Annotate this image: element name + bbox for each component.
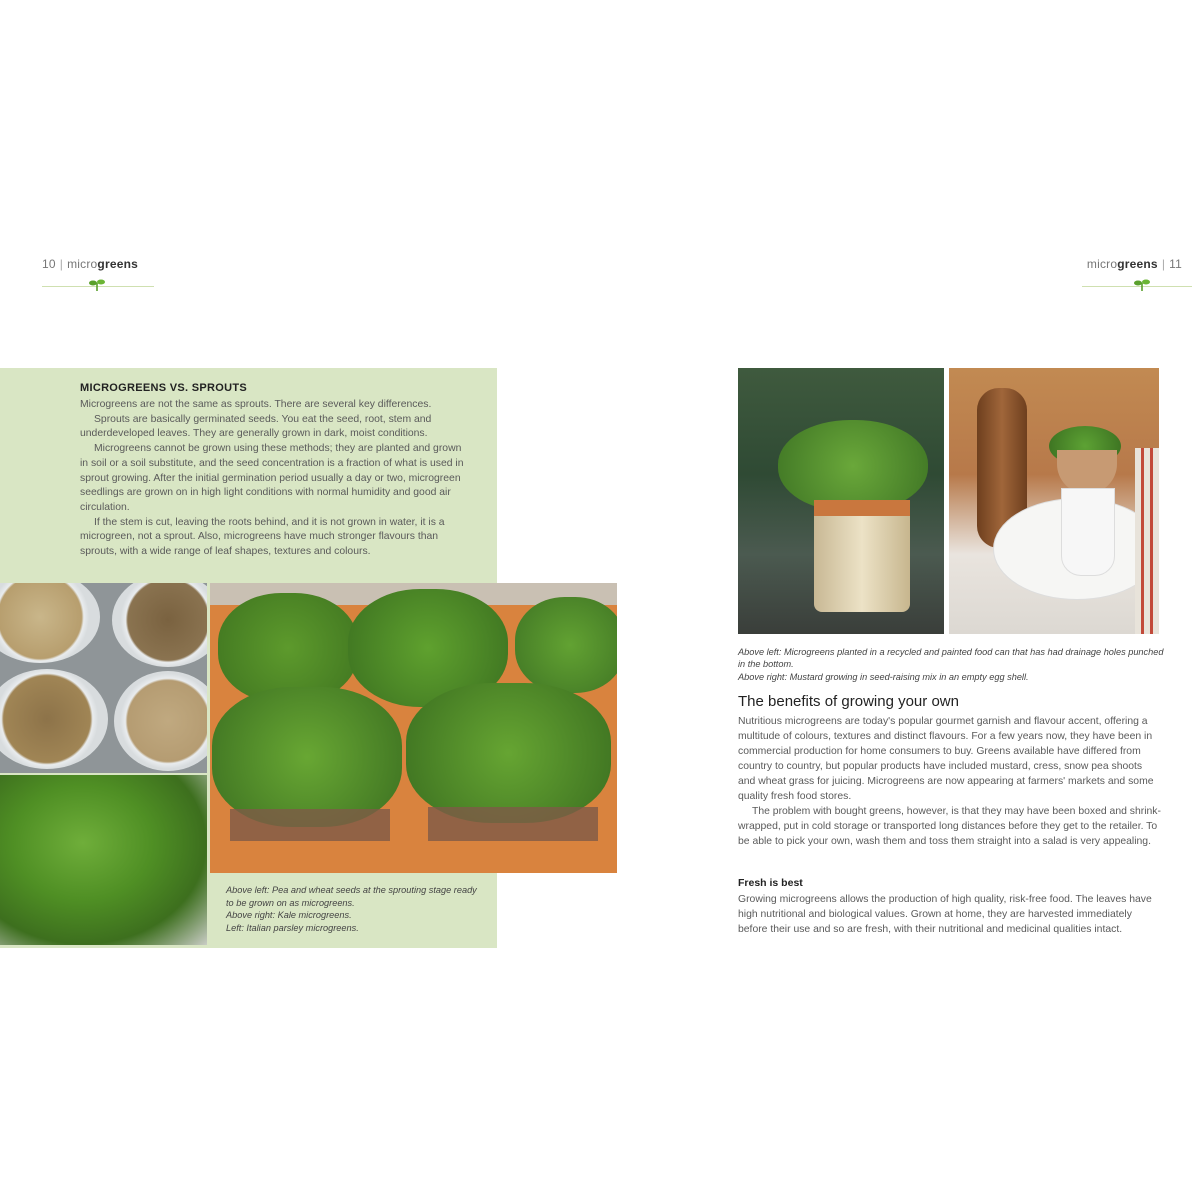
caption-line: Above left: Microgreens planted in a recycled and painted food can that has had drainage holes punched in the bottom. [738,647,1164,670]
subsection-heading: Fresh is best [738,877,803,889]
caption-line: Above right: Kale microgreens. [226,910,352,921]
section-heading: The benefits of growing your own [738,693,959,710]
sidebar-paragraph: Sprouts are basically germinated seeds. You eat the seed, root, stem and underdeveloped leaves. They are generally grown in dark, moist conditions. [80,413,432,440]
right-photo-caption [738,646,1168,683]
egg-photo [949,368,1159,634]
subsection-body: Growing microgreens allows the production of high quality, risk-free food. The leaves have high nutritional and biological values. Grown at home, they are harvested immediately before their use and so are fresh, with their nutritional and medicinal qualities intact. [738,894,1152,935]
can-photo [738,368,944,634]
sidebar-paragraph: If the stem is cut, leaving the roots behind, and it is not grown in water, it is a microgreen, not a sprout. Also, microgreens have much stronger flavours than sprouts, with a wide range of leaf shapes, textures and colours. [80,516,445,558]
body-paragraph: Nutritious microgreens are today's popular gourmet garnish and flavour accent, offering a multitude of colours, textures and distinct flavours. For a few years now, they have been in commercial production for home consumers to buy. Greens available have differed from country to country, but popular products have included mustard, cress, snow pea shoots and wheat grass for juicing. Microgreens are now appearing at farmers' markets and some quality fresh food stores. [738,716,1154,802]
caption-line: Left: Italian parsley microgreens. [226,922,359,933]
sprig-icon [88,278,106,292]
caption-line: Above left: Pea and wheat seeds at the sprouting stage ready to be grown on as microgreens. [226,885,477,908]
page-number-right: 11 [1169,257,1182,271]
running-head-light: micro [1086,257,1118,271]
sidebar-title: MICROGREENS VS. SPROUTS [80,382,248,394]
running-head-light: micro [67,257,98,271]
left-photo-caption [226,884,486,934]
sidebar-paragraph: Microgreens are not the same as sprouts. There are several key differences. [80,399,432,410]
sidebar-paragraph: Microgreens cannot be grown using these methods; they are planted and grown in soil or a soil substitute, and the seed concentration is a fraction of what is used in sprout growing. After the initial germination period usually a day or two, microgreen seedlings are grown on in high light conditions with normal humidity and good air circulation. [80,443,464,513]
sprig-icon [1133,278,1151,292]
running-head-left: 10 | microgreens [42,257,138,271]
caption-line: Above right: Mustard growing in seed-raising mix in an empty egg shell. [738,671,1029,682]
parsley-photo [0,775,207,945]
running-head-bold: greens [1117,257,1158,271]
kale-photo [210,583,617,873]
running-head-bold: greens [97,257,138,271]
running-head-right: microgreens | 11 [1086,257,1182,271]
sidebar-body [80,398,472,560]
seeds-photo [0,583,207,773]
page-number-left: 10 [42,257,56,271]
section-body [738,714,1162,849]
body-paragraph: The problem with bought greens, however, is that they may have been boxed and shrink-wrapped, put in cold storage or transported long distances before they get to the retailer. To be able to pick your own, wash them and toss them straight into a salad is very appealing. [738,806,1161,847]
